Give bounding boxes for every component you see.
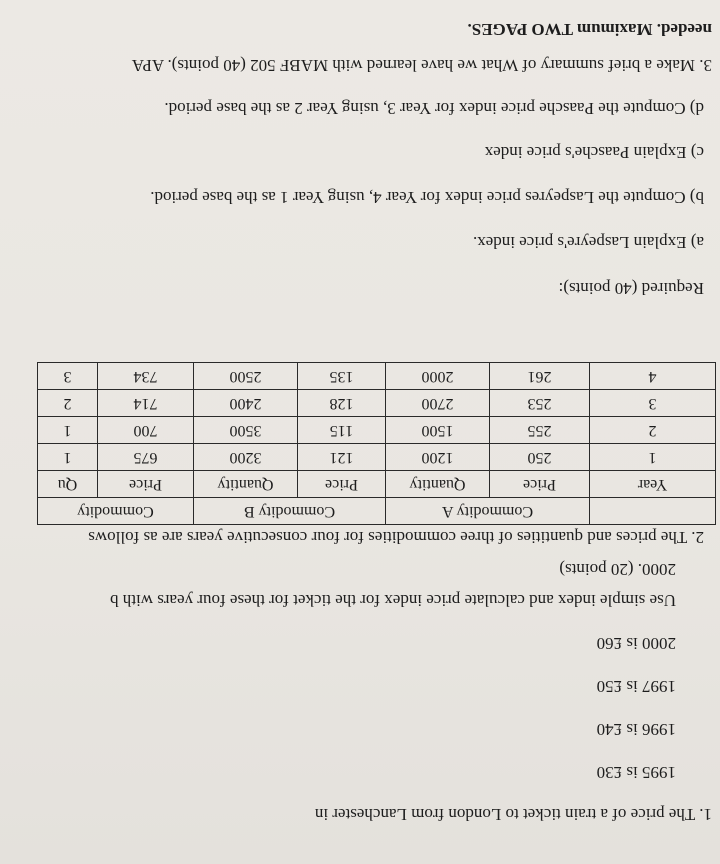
table-cell: 2700 [386,390,490,417]
table-row [38,417,716,444]
q2-part-c: c) Explain Paasche's price index [484,143,704,162]
table-cell: 734 [98,363,194,390]
table-row [38,444,716,471]
table-cell: 675 [98,444,194,471]
table-row [38,390,716,417]
table-cell-year: 2 [590,417,716,444]
table-header-a-quantity: Quantity [386,471,490,498]
table-cell: 2 [38,390,98,417]
table-cell: 700 [98,417,194,444]
q2-part-a: a) Explain Laspeyre's price index. [472,233,704,252]
table-cell: 2400 [194,390,298,417]
table-header-b-quantity: Quantity [194,471,298,498]
q1-price-1995: 1995 is £30 [596,763,676,782]
table-cell: 3 [38,363,98,390]
q1-instruction-line2: 2000. (20 points) [559,560,676,579]
table-cell: 1200 [386,444,490,471]
table-cell: 135 [298,363,386,390]
q1-heading: 1. The price of a train ticket to London from Lanchester in [314,805,712,824]
q1-price-1997: 1997 is £50 [596,677,676,696]
table-row [38,363,716,390]
table-header-b-price: Price [298,471,386,498]
table-cell: 2000 [386,363,490,390]
table-cell: 2500 [194,363,298,390]
table-cell: 128 [298,390,386,417]
table-header-c-quantity: Qu [38,471,98,498]
q2-intro: 2. The prices and quantities of three commodities for four consecutive years are as follows [88,528,704,547]
table-cell-year: 3 [590,390,716,417]
table-cell: 255 [490,417,590,444]
q3-line2: needed. Maximum TWO PAGES. [467,20,712,39]
table-header-c-price: Price [98,471,194,498]
table-cell: 714 [98,390,194,417]
table-cell: 1 [38,417,98,444]
q1-price-2000: 2000 is £60 [596,634,676,653]
table-header-commodity-b: Commodity B [194,498,386,525]
table-header-commodity-c: Commodity [38,498,194,525]
table-cell: 253 [490,390,590,417]
table-header-commodity-a: Commodity A [386,498,590,525]
table-cell: 1 [38,444,98,471]
table-header-year: Year [590,471,716,498]
table-cell: 1500 [386,417,490,444]
table-header-blank [590,498,716,525]
table-cell: 115 [298,417,386,444]
q1-price-1996: 1996 is £40 [596,720,676,739]
table-header-a-price: Price [490,471,590,498]
q2-required: Required (40 points): [558,279,704,298]
table-sub-header-row [38,471,716,498]
table-cell: 261 [490,363,590,390]
table-cell: 121 [298,444,386,471]
table-cell-year: 1 [590,444,716,471]
q1-instruction-line1: Use simple index and calculate price index for the ticket for these four years with b [110,591,676,610]
q3-line1: 3. Make a brief summary of What we have learned with MABF 502 (40 points). APA [131,56,712,75]
table-cell: 3200 [194,444,298,471]
q2-part-d: d) Compute the Paasche price index for Year 3, using Year 2 as the base period. [164,99,704,118]
price-quantity-table [37,362,716,525]
table-group-header-row [38,498,716,525]
q2-part-b: b) Compute the Laspeyres price index for Year 4, using Year 1 as the base period. [150,188,704,207]
table-cell-year: 4 [590,363,716,390]
table-cell: 250 [490,444,590,471]
table-cell: 3500 [194,417,298,444]
